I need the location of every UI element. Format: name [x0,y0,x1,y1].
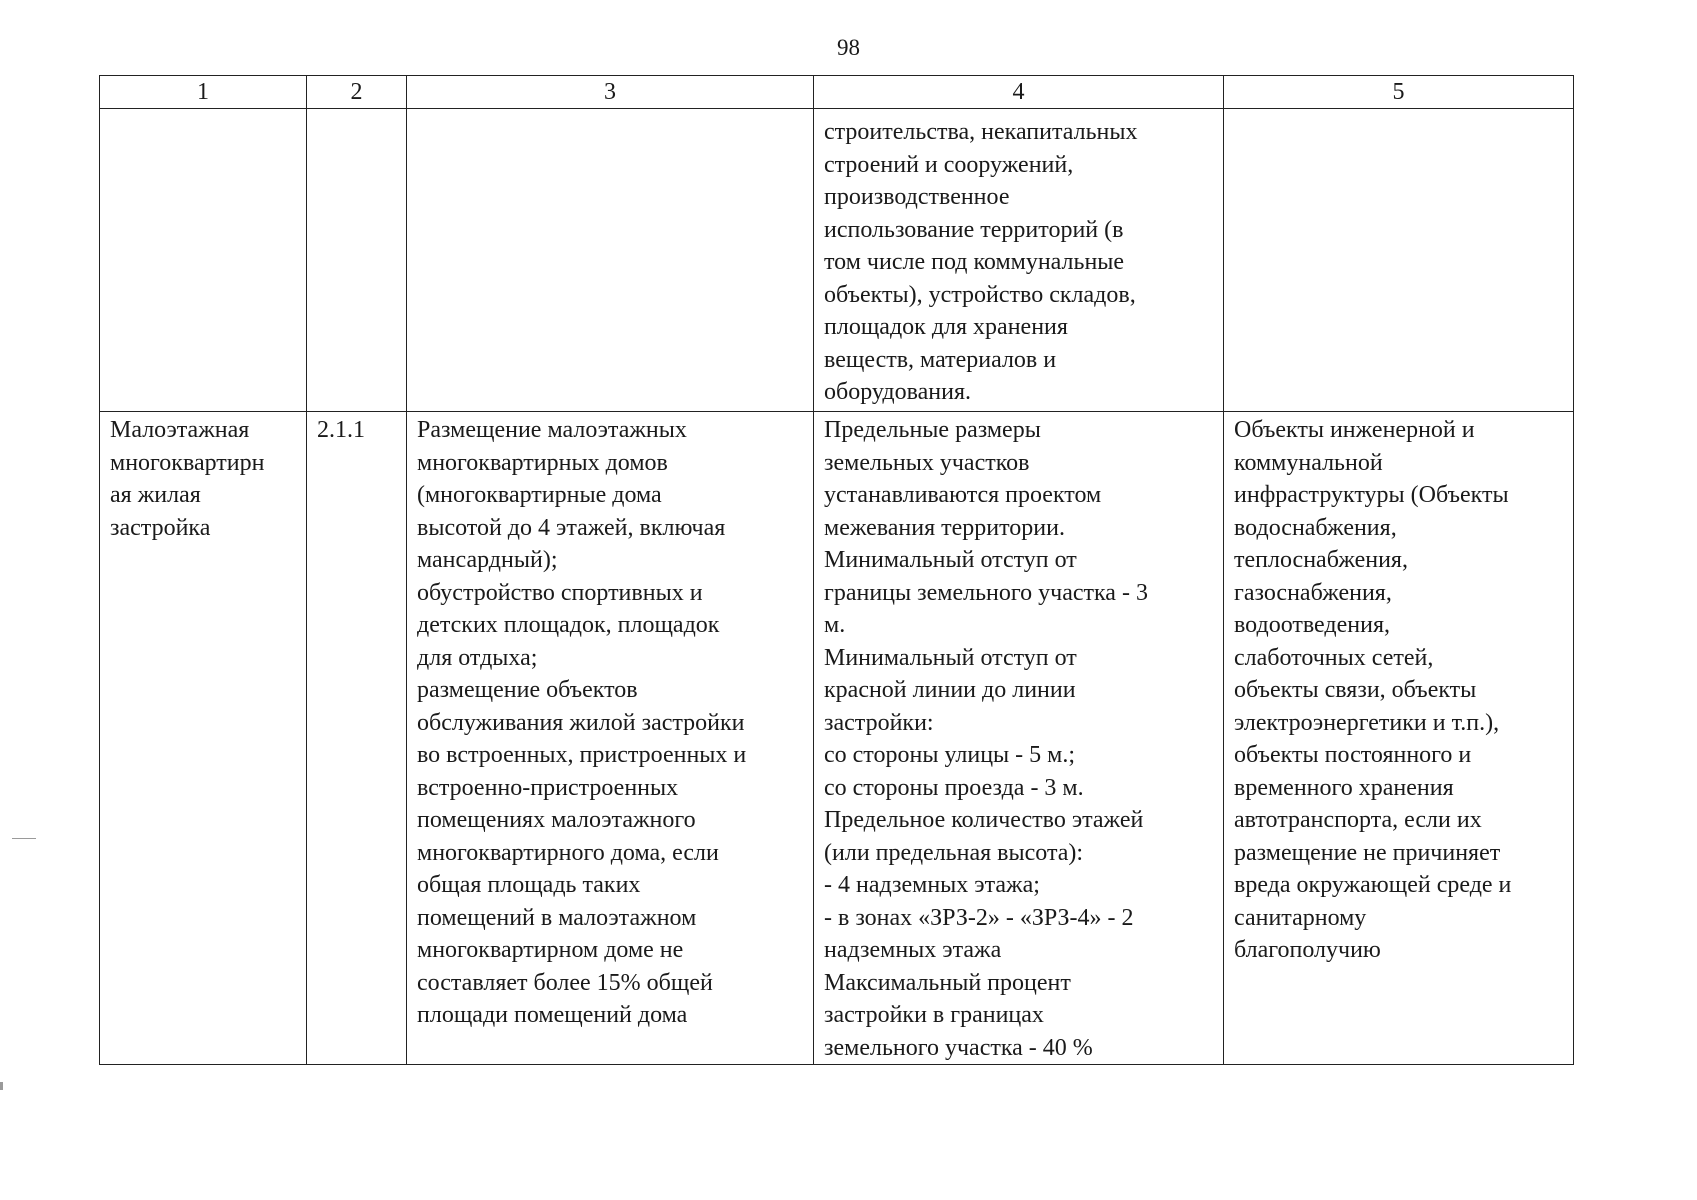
cell-text-line: строительства, некапитальных [824,119,1138,145]
cell-text-line: земельного участка - 40 % [824,1034,1093,1061]
zoning-regulations-table [99,75,1574,1065]
cell-text-line: со стороны проезда - 3 м. [824,774,1084,801]
cell-text-line: размещение объектов [417,677,638,703]
cell-text-line: мансардный); [417,547,558,573]
cell-text-line: для отдыха; [417,644,538,671]
cell-text-line: Минимальный отступ от [824,547,1077,573]
cell-text-line: строений и сооружений, [824,151,1074,178]
cell-text-line: водоотведения, [1234,612,1390,638]
cell-text-line: помещениях малоэтажного [417,807,696,833]
cell-text-line: электроэнергетики и т.п.), [1234,709,1500,736]
cell-text-line: Максимальный процент [824,969,1071,996]
cell-text-line: объекты связи, объекты [1234,677,1477,703]
cell-text-line: многоквартирн [110,449,265,476]
cell-text-line: газоснабжения, [1234,579,1392,606]
cell-text-line: границы земельного участка - 3 [824,579,1148,606]
cell-text-line: инфраструктуры (Объекты [1234,482,1509,508]
cell-text-line: Предельное количество этажей [824,807,1144,833]
cell-text-line: водоснабжения, [1234,514,1397,541]
cell-text-line: - в зонах «ЗРЗ-2» - «ЗРЗ-4» - 2 [824,904,1134,931]
table-header-row [100,76,1574,109]
cell-text-line: Предельные размеры [824,417,1041,443]
table-row [100,412,1574,1065]
scan-artifact-mark [0,1082,3,1090]
cell-text-line: Малоэтажная [110,417,250,443]
scan-artifact-mark [12,838,36,839]
cell-text-line: автотранспорта, если их [1234,807,1482,833]
table-row-continuation [100,109,1574,412]
cell-text-line: застройки в границах [824,1002,1044,1028]
cell-text-line: общая площадь таких [417,872,641,898]
cell-text-line: вреда окружающей среде и [1234,872,1512,898]
cell-text-line: м. [824,612,846,638]
header-cell-5: 5 [1224,76,1574,109]
cell-text-line: Размещение малоэтажных [417,417,687,443]
cell-text-line: многоквартирного дома, если [417,839,719,866]
cell-text-line: помещений в малоэтажном [417,904,697,931]
cell-text-line: оборудования. [824,379,971,405]
cell-text-line: застройка [110,514,211,541]
cell-ancillary-uses [1224,412,1574,1065]
cell-text-line: ая жилая [110,482,201,508]
cell-text-line: размещение не причиняет [1234,839,1501,866]
cell-text-line: объекты), устройство складов, [824,281,1136,308]
header-cell-4: 4 [814,76,1224,109]
cell-text-line: теплоснабжения, [1234,547,1408,573]
cell-text-line: Объекты инженерной и [1234,417,1475,443]
cell-text-line: со стороны улицы - 5 м.; [824,742,1076,768]
header-cell-3: 3 [407,76,814,109]
cell-text-line: - 4 надземных этажа; [824,872,1040,898]
cell-text-line: веществ, материалов и [824,346,1057,373]
cell-text-line: использование территорий (в [824,216,1124,243]
cell-text-line: встроенно-пристроенных [417,774,679,801]
cell-text-line: площади помещений дома [417,1002,688,1028]
cell-text-line: земельных участков [824,449,1030,476]
header-cell-2: 2 [307,76,407,109]
cell-text-line: красной линии до линии [824,677,1076,703]
cell-description [407,412,814,1065]
cell-text-line: производственное [824,184,1010,210]
cell-text-line: (многоквартирные дома [417,482,662,508]
cell-use-type [100,412,307,1065]
cell-text-line: слаботочных сетей, [1234,644,1434,671]
header-cell-1: 1 [100,76,307,109]
cell-code [307,109,407,412]
cell-text-line: многоквартирных домов [417,449,668,476]
cell-text-line: объекты постоянного и [1234,742,1472,768]
cell-text-line: составляет более 15% общей [417,969,713,996]
cell-text-line: надземных этажа [824,937,1002,963]
cell-text-line: коммунальной [1234,449,1383,476]
cell-text-line: площадок для хранения [824,314,1068,340]
cell-text-line: обустройство спортивных и [417,579,703,606]
cell-ancillary-uses [1224,109,1574,412]
cell-text-line: межевания территории. [824,514,1065,541]
cell-text-line: во встроенных, пристроенных и [417,742,747,768]
cell-text-line: (или предельная высота): [824,839,1084,866]
cell-text-line: Минимальный отступ от [824,644,1077,671]
cell-text-line: устанавливаются проектом [824,482,1102,508]
cell-use-type [100,109,307,412]
cell-description [407,109,814,412]
cell-text-line: детских площадок, площадок [417,612,720,638]
cell-text-line: санитарному [1234,904,1367,931]
cell-text-line: временного хранения [1234,774,1454,801]
cell-parameters [814,109,1224,412]
cell-text-line: благополучию [1234,937,1381,963]
cell-text-line: многоквартирном доме не [417,937,684,963]
page-number: 98 [837,35,860,60]
cell-text-line: обслуживания жилой застройки [417,709,745,736]
cell-code: 2.1.1 [307,412,407,1065]
cell-parameters [814,412,1224,1065]
cell-text-line: том числе под коммунальные [824,249,1125,275]
cell-text-line: застройки: [824,709,934,736]
cell-text-line: высотой до 4 этажей, включая [417,514,726,541]
